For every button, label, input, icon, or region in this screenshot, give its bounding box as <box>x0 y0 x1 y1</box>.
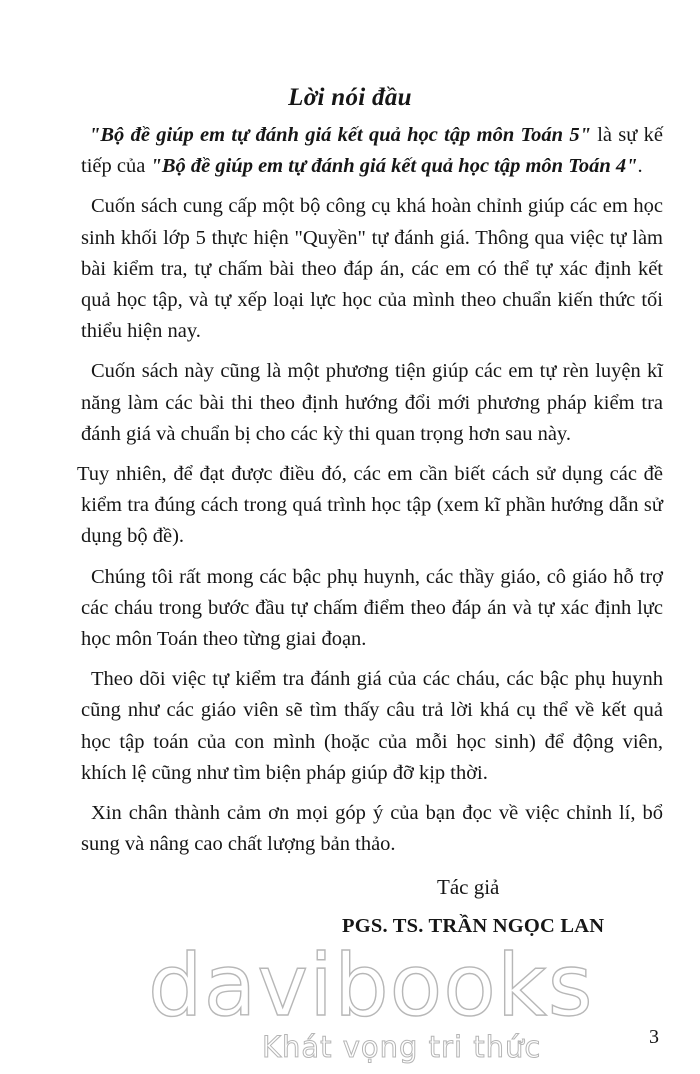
paragraph: Tuy nhiên, để đạt được điều đó, các em cần biết cách sử dụng các đề kiểm tra đúng cách trong quá trình học tập (xem kĩ phần hướng dẫn sử dụng bộ đề). <box>77 463 663 548</box>
intro-end: . <box>637 155 643 178</box>
intro-paragraph <box>81 120 663 182</box>
paragraph: Cuốn sách cung cấp một bộ công cụ khá hoàn chỉnh giúp các em học sinh khối lớp 5 thực hiện "Quyền" tự đánh giá. Thông qua việc tự làm bài kiểm tra, tự chấm bài theo đáp án, các em có thể tự xác định kết quả học tập, và tự xếp loại lực học của mình theo chuẩn kiến thức tối thiểu hiện nay. <box>81 195 663 343</box>
author-role: Tác giả <box>437 875 500 899</box>
page-title: Lời nói đầu <box>288 84 412 111</box>
book-title-grade4: "Bộ đề giúp em tự đánh giá kết quả học tập môn Toán 4" <box>150 155 638 178</box>
intro-connector: là sự kế tiếp của <box>81 124 663 178</box>
preface-body <box>77 120 663 869</box>
paragraph: Cuốn sách này cũng là một phương tiện giúp các em tự rèn luyện kĩ năng làm các bài thi theo định hướng đổi mới phương pháp kiểm tra đánh giá và chuẩn bị cho các kỳ thi quan trọng hơn sau này. <box>81 360 663 445</box>
author-name: PGS. TS. TRẦN NGỌC LAN <box>342 915 605 937</box>
watermark-tagline: Khát vọng tri thức <box>262 1030 542 1064</box>
book-title-grade5: "Bộ đề giúp em tự đánh giá kết quả học tập môn Toán 5" <box>89 124 591 146</box>
page-number: 3 <box>649 1026 659 1048</box>
paragraph: Theo dõi việc tự kiểm tra đánh giá của các cháu, các bậc phụ huynh cũng như các giáo viên sẽ tìm thấy câu trả lời khá cụ thể về kết quả học tập toán của con mình (hoặc của mỗi học sinh) để động viên, khích lệ cũng như tìm biện pháp giúp đỡ kịp thời. <box>81 668 663 784</box>
paragraph: Xin chân thành cảm ơn mọi góp ý của bạn đọc về việc chỉnh lí, bổ sung và nâng cao chất lượng bản thảo. <box>81 802 663 856</box>
watermark-logo: davibooks <box>148 936 594 1036</box>
paragraph: Chúng tôi rất mong các bậc phụ huynh, các thầy giáo, cô giáo hỗ trợ các cháu trong bước đầu tự chấm điểm theo đáp án và tự xác định lực học môn Toán theo từng giai đoạn. <box>81 565 663 651</box>
